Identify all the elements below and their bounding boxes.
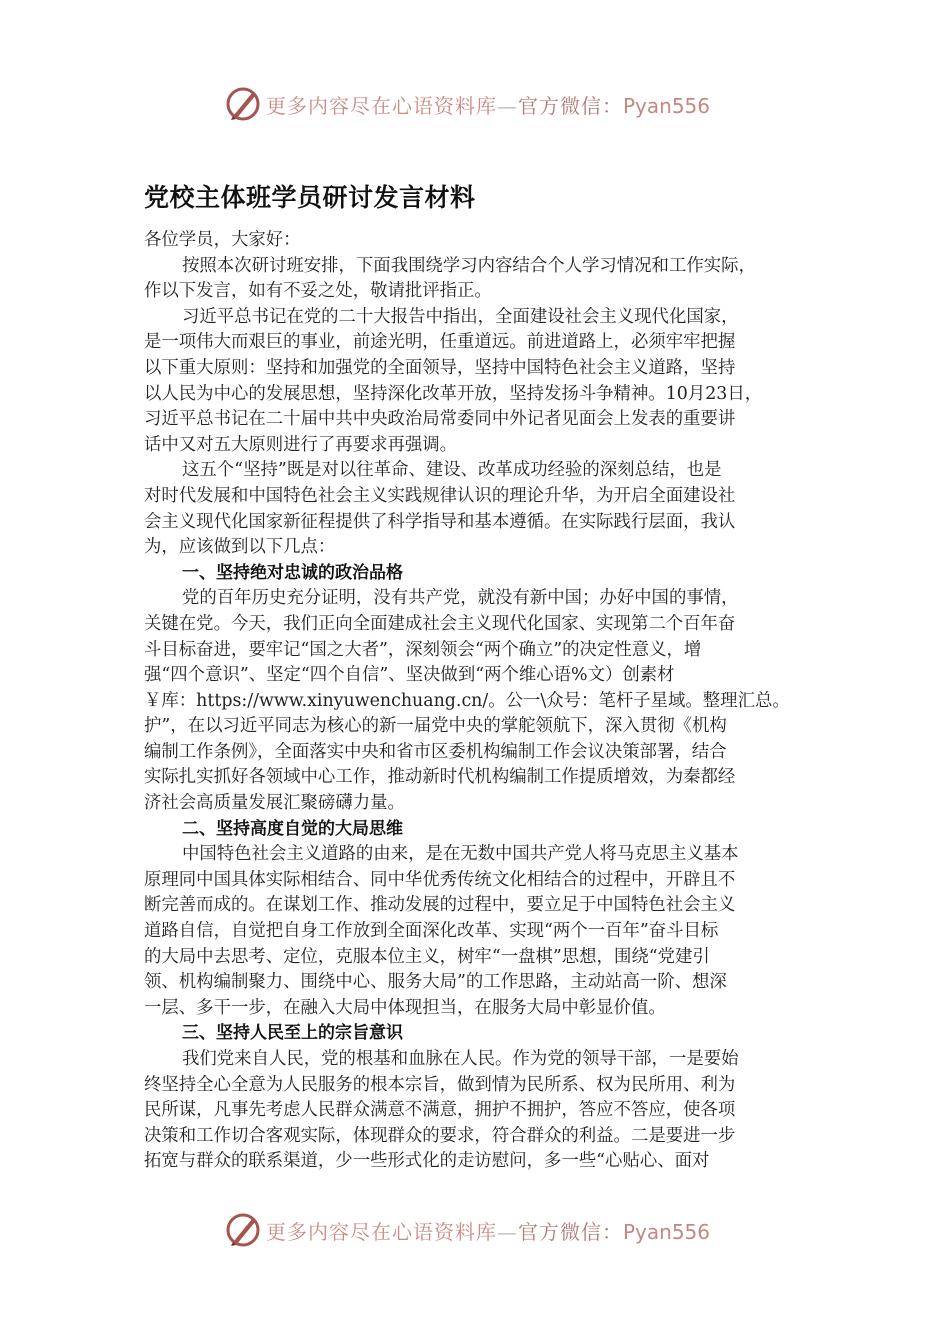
text-line: 是一项伟大而艰巨的事业，前途光明，任重道远。前进道路上，必须牢牢把握 — [144, 332, 736, 353]
text-line: 拓宽与群众的联系渠道，少一些形式化的走访慰问，多一些“心贴心、面对 — [144, 1151, 710, 1172]
text-line: 党的百年历史充分证明，没有共产党，就没有新中国；办好中国的事情， — [182, 588, 739, 609]
text-line: ￥库：https://www.xinyuwenchuang.cn/。公一\众号：笔杆子星域。整理汇总。 — [144, 690, 790, 711]
text-line: 道路自信，自觉把自身工作放到全面深化改革、实现“两个一百年”奋斗目标 — [144, 921, 719, 942]
text-line: 对时代发展和中国特色社会主义实践规律认识的理论升华，为开启全面建设社 — [144, 485, 736, 506]
section-heading: 三、坚持人民至上的宗旨意识 — [182, 1023, 403, 1044]
text-line: 习近平总书记在党的二十大报告中指出，全面建设社会主义现代化国家， — [182, 306, 739, 327]
text-line: 话中又对五大原则进行了再要求再强调。 — [144, 434, 458, 455]
text-line: 强“四个意识”、坚定“四个自信”、坚决做到“两个维心语%文）创素材 — [144, 665, 675, 686]
section-heading: 二、坚持高度自觉的大局思维 — [182, 818, 403, 839]
text-line: 领、机构编制聚力、围绕中心、服务大局”的工作思路，主动站高一阶、想深 — [144, 972, 727, 993]
text-line: 决策和工作切合客观实际，体现群众的要求，符合群众的利益。二是要进一步 — [144, 1125, 736, 1146]
text-line: 按照本次研讨班安排，下面我围绕学习内容结合个人学习情况和工作实际， — [182, 255, 756, 276]
text-line: 以人民为中心的发展思想，坚持深化改革开放，坚持发扬斗争精神。10月23日， — [144, 383, 763, 404]
text-line: 护”，在以习近平同志为核心的新一届党中央的掌舵领航下，深入贯彻《机构 — [144, 716, 727, 737]
document-body — [144, 228, 816, 1175]
pen-logo-icon — [224, 85, 262, 123]
banner-text: 更多内容尽在心语资料库—官方微信：Pyan556 — [266, 1219, 711, 1244]
footer-banner — [224, 1210, 724, 1250]
pen-logo-icon — [224, 1211, 262, 1249]
text-line: 编制工作条例》，全面落实中央和省市区委机构编制工作会议决策部署，结合 — [144, 741, 727, 762]
text-line: 各位学员，大家好： — [144, 230, 301, 250]
text-line: 斗目标奋进，要牢记“国之大者”，深刻领会“两个确立”的决定性意义，增 — [144, 639, 702, 660]
text-line: 一层、多干一步，在融入大局中体现担当，在服务大局中彰显价值。 — [144, 997, 666, 1018]
text-line: 实际扎实抓好各领域中心工作，推动新时代机构编制工作提质增效，为秦都经 — [144, 767, 736, 788]
document-title: 党校主体班学员研讨发言材料 — [144, 183, 476, 212]
text-line: 习近平总书记在二十届中共中央政治局常委同中外记者见面会上发表的重要讲 — [144, 409, 736, 430]
text-line: 的大局中去思考、定位，克服本位主义，树牢“一盘棋”思想，围绕“党建引 — [144, 946, 710, 967]
text-line: 关键在党。今天，我们正向全面建成社会主义现代化国家、实现第二个百年奋 — [144, 613, 736, 634]
text-line: 以下重大原则：坚持和加强党的全面领导，坚持中国特色社会主义道路，坚持 — [144, 357, 736, 378]
text-line: 这五个“坚持”既是对以往革命、建设、改革成功经验的深刻总结，也是 — [182, 460, 722, 481]
text-line: 民所谋，凡事先考虑人民群众满意不满意，拥护不拥护，答应不答应，使各项 — [144, 1100, 736, 1121]
header-banner — [224, 84, 724, 124]
text-line: 我们党来自人民，党的根基和血脉在人民。作为党的领导干部，一是要始 — [182, 1049, 739, 1069]
text-line: 会主义现代化国家新征程提供了科学指导和基本遵循。在实际践行层面，我认 — [144, 511, 736, 532]
text-line: 为，应该做到以下几点： — [144, 537, 336, 558]
text-line: 作以下发言，如有不妥之处，敬请批评指正。 — [144, 281, 492, 302]
banner-text: 更多内容尽在心语资料库—官方微信：Pyan556 — [266, 93, 711, 118]
text-line: 断完善而成的。在谋划工作、推动发展的过程中，要立足于中国特色社会主义 — [144, 895, 736, 916]
text-line: 中国特色社会主义道路的由来，是在无数中国共产党人将马克思主义基本 — [182, 844, 739, 865]
text-line: 济社会高质量发展汇聚磅礴力量。 — [144, 793, 405, 814]
section-heading: 一、坚持绝对忠诚的政治品格 — [182, 562, 403, 583]
text-line: 终坚持全心全意为人民服务的根本宗旨，做到情为民所系、权为民所用、利为 — [144, 1074, 736, 1095]
text-line: 原理同中国具体实际相结合、同中华优秀传统文化相结合的过程中，开辟且不 — [144, 869, 736, 890]
